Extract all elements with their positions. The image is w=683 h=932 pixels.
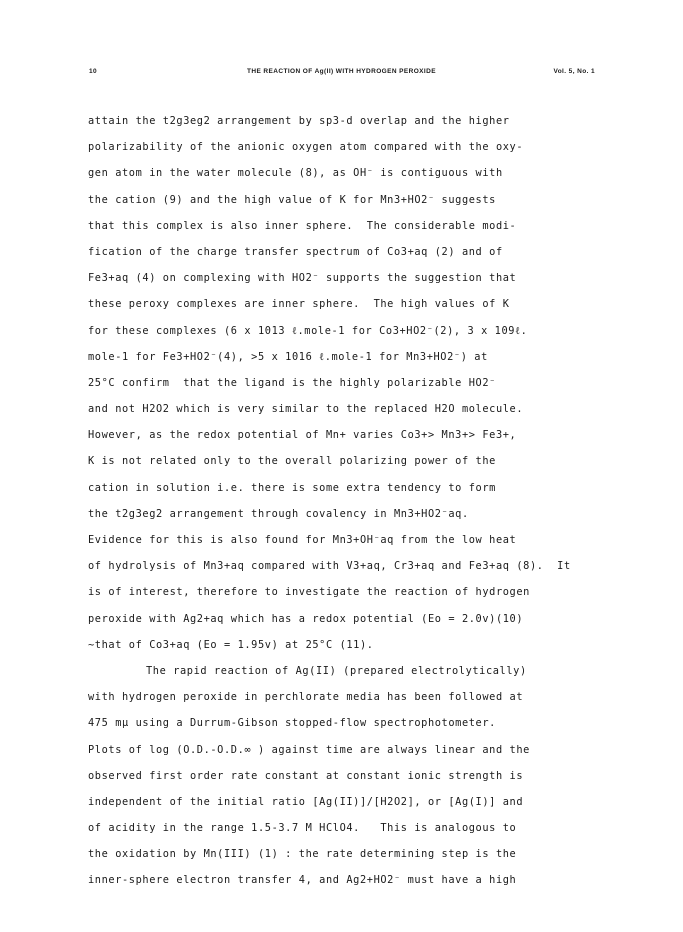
text-line: gen atom in the water molecule (8), as OH⁻ is contiguous with — [88, 167, 503, 180]
text-line: attain the t2g3eg2 arrangement by sp3-d overlap and the higher — [88, 115, 510, 127]
text-line: independent of the initial ratio [Ag(II)]/[H2O2], or [Ag(I)] and — [88, 795, 524, 808]
text-line: and not H2O2 which is very similar to the replaced H2O molecule. — [88, 403, 524, 416]
text-line: that this complex is also inner sphere. The considerable modi- — [88, 219, 517, 232]
text-line: polarizability of the anionic oxygen atom compared with the oxy- — [88, 141, 524, 154]
text-line: ∼that of Co3+aq (Eo = 1.95v) at 25°C (11). — [88, 638, 374, 651]
text-line: inner-sphere electron transfer 4, and Ag2+HO2⁻ must have a high — [88, 874, 517, 887]
text-line: the oxidation by Mn(III) (1) : the rate determining step is the — [88, 848, 517, 861]
text-line: Plots of log (O.D.-O.D.∞ ) against time are always linear and the — [88, 743, 530, 756]
text-line: of hydrolysis of Mn3+aq compared with V3+aq, Cr3+aq and Fe3+aq (8). It — [88, 560, 571, 573]
running-title: THE REACTION OF Ag(II) WITH HYDROGEN PEROXIDE — [247, 68, 436, 75]
text-line: of acidity in the range 1.5-3.7 M HClO4. This is analogous to — [88, 822, 517, 835]
text-line: these peroxy complexes are inner sphere. The high values of K — [88, 298, 510, 311]
text-line: for these complexes (6 x 1013 ℓ.mole-1 for Co3+HO2⁻(2), 3 x 109ℓ. — [88, 324, 528, 337]
text-line: fication of the charge transfer spectrum of Co3+aq (2) and of — [88, 245, 503, 258]
text-line: the t2g3eg2 arrangement through covalency in Mn3+HO2⁻aq. — [88, 507, 469, 520]
text-line: However, as the redox potential of Mn+ varies Co3+> Mn3+> Fe3+, — [88, 429, 517, 442]
text-line: cation in solution i.e. there is some extra tendency to form — [88, 481, 496, 494]
text-line: observed first order rate constant at constant ionic strength is — [88, 769, 524, 782]
text-line: mole-1 for Fe3+HO2⁻(4), >5 x 1016 ℓ.mole-1 for Mn3+HO2⁻) at — [88, 350, 488, 363]
text-line: Fe3+aq (4) on complexing with HO2⁻ supports the suggestion that — [88, 272, 517, 285]
text-line: the cation (9) and the high value of K for Mn3+HO2⁻ suggests — [88, 193, 496, 206]
text-line: 475 mμ using a Durrum-Gibson stopped-flow spectrophotometer. — [88, 717, 496, 730]
body-text — [88, 108, 608, 894]
paragraph-start-line: The rapid reaction of Ag(II) (prepared electrolytically) — [146, 664, 527, 677]
page-number: 10 — [89, 68, 98, 75]
running-header — [0, 68, 683, 80]
text-line: is of interest, therefore to investigate the reaction of hydrogen — [88, 586, 530, 599]
text-line: K is not related only to the overall polarizing power of the — [88, 455, 496, 468]
text-line: with hydrogen peroxide in perchlorate media has been followed at — [88, 691, 524, 704]
text-line: 25°C confirm that the ligand is the highly polarizable HO2⁻ — [88, 376, 496, 389]
text-line: peroxide with Ag2+aq which has a redox potential (Eo = 2.0v)(10) — [88, 612, 524, 625]
text-line: Evidence for this is also found for Mn3+OH⁻aq from the low heat — [88, 534, 517, 546]
volume-label: Vol. 5, No. 1 — [553, 68, 595, 75]
